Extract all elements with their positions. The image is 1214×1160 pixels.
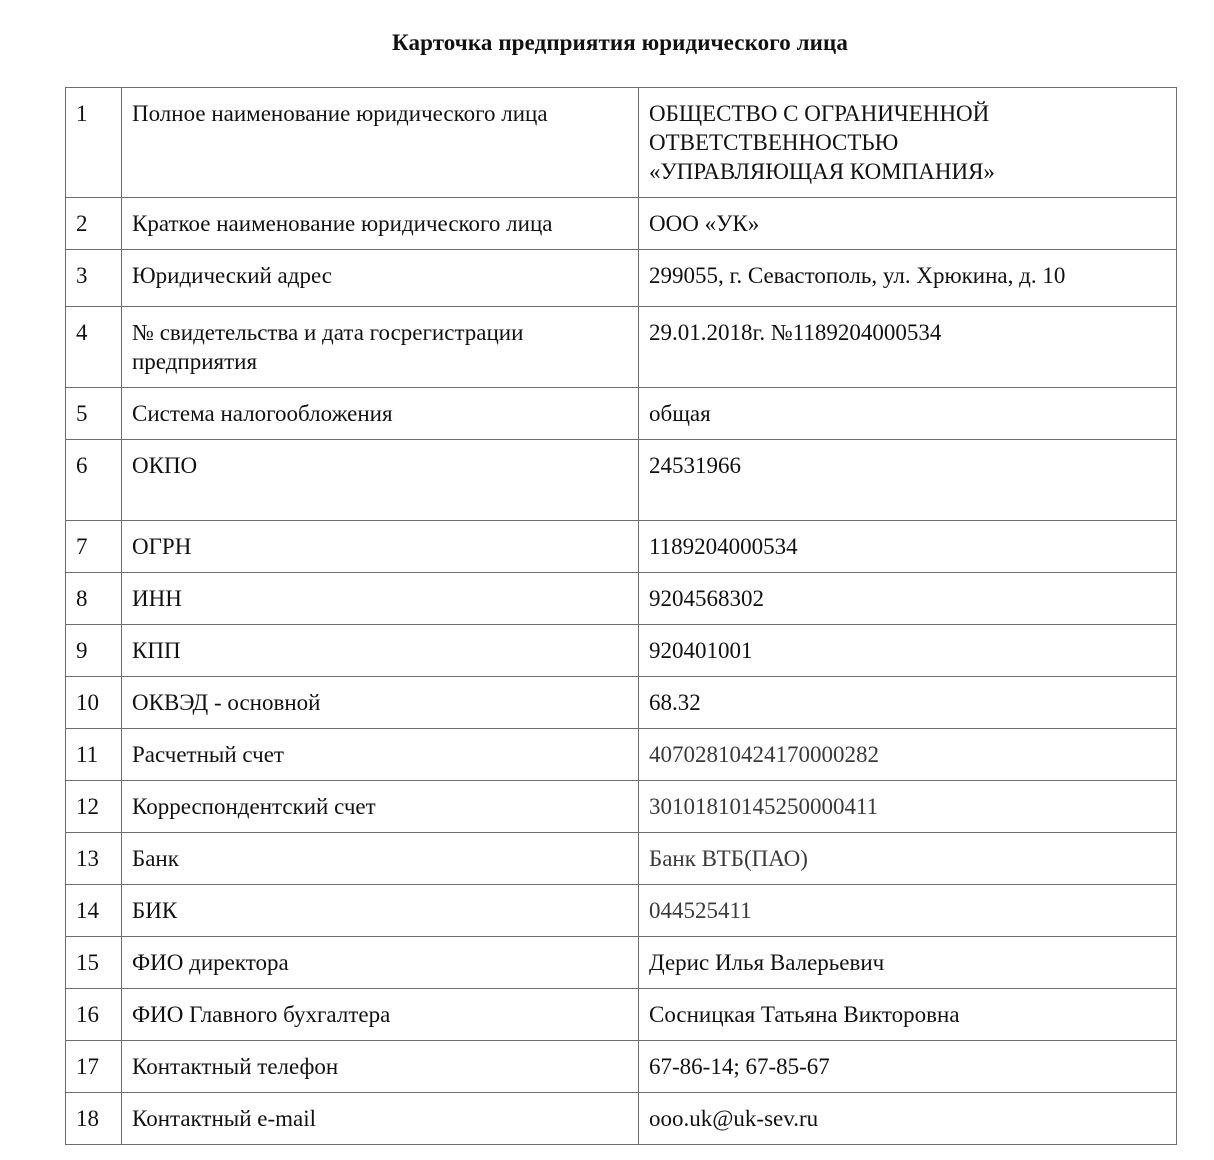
row-number: 2 <box>66 198 122 250</box>
row-number: 7 <box>66 521 122 573</box>
row-label: ОКПО <box>122 440 639 521</box>
row-number: 18 <box>66 1093 122 1145</box>
row-label: № свидетельства и дата госрегистрации предприятия <box>122 307 639 388</box>
row-label: ОГРН <box>122 521 639 573</box>
row-value: 24531966 <box>639 440 1177 521</box>
table-row <box>66 781 1177 833</box>
table-row <box>66 388 1177 440</box>
row-label: ИНН <box>122 573 639 625</box>
table-row <box>66 521 1177 573</box>
row-number: 16 <box>66 989 122 1041</box>
row-value: 30101810145250000411 <box>639 781 1177 833</box>
table-row <box>66 1041 1177 1093</box>
row-number: 8 <box>66 573 122 625</box>
row-number: 14 <box>66 885 122 937</box>
row-value: 1189204000534 <box>639 521 1177 573</box>
table-row <box>66 573 1177 625</box>
row-value: общая <box>639 388 1177 440</box>
row-value: 920401001 <box>639 625 1177 677</box>
row-label: Полное наименование юридического лица <box>122 88 639 198</box>
row-value: 68.32 <box>639 677 1177 729</box>
table-row <box>66 307 1177 388</box>
row-value: Дерис Илья Валерьевич <box>639 937 1177 989</box>
row-value: 299055, г. Севастополь, ул. Хрюкина, д. 10 <box>639 250 1177 307</box>
row-label: Расчетный счет <box>122 729 639 781</box>
value-line: ОБЩЕСТВО С ОГРАНИЧЕННОЙ <box>649 101 990 126</box>
row-value: 40702810424170000282 <box>639 729 1177 781</box>
row-number: 9 <box>66 625 122 677</box>
table-row <box>66 937 1177 989</box>
value-line: «УПРАВЛЯЮЩАЯ КОМПАНИЯ» <box>649 159 995 184</box>
row-label: ФИО Главного бухгалтера <box>122 989 639 1041</box>
table-row <box>66 198 1177 250</box>
row-label: Контактный e-mail <box>122 1093 639 1145</box>
row-value: 67-86-14; 67-85-67 <box>639 1041 1177 1093</box>
row-number: 3 <box>66 250 122 307</box>
row-number: 10 <box>66 677 122 729</box>
row-number: 17 <box>66 1041 122 1093</box>
table-row <box>66 989 1177 1041</box>
row-label: Корреспондентский счет <box>122 781 639 833</box>
row-value: Сосницкая Татьяна Викторовна <box>639 989 1177 1041</box>
row-value: ООО «УК» <box>639 198 1177 250</box>
row-number: 12 <box>66 781 122 833</box>
table-row <box>66 250 1177 307</box>
table-row <box>66 625 1177 677</box>
row-value <box>639 88 1177 198</box>
table-row <box>66 833 1177 885</box>
row-label: Контактный телефон <box>122 1041 639 1093</box>
row-number: 6 <box>66 440 122 521</box>
row-label: Банк <box>122 833 639 885</box>
row-number: 5 <box>66 388 122 440</box>
row-value: 044525411 <box>639 885 1177 937</box>
row-number: 1 <box>66 88 122 198</box>
table-row <box>66 677 1177 729</box>
table-row <box>66 729 1177 781</box>
row-number: 11 <box>66 729 122 781</box>
row-value: ooo.uk@uk-sev.ru <box>639 1093 1177 1145</box>
table-row <box>66 1093 1177 1145</box>
value-line: ОТВЕТСТВЕННОСТЬЮ <box>649 130 899 155</box>
page-title: Карточка предприятия юридического лица <box>392 30 848 55</box>
table-row <box>66 88 1177 198</box>
row-number: 15 <box>66 937 122 989</box>
row-label: ФИО директора <box>122 937 639 989</box>
row-number: 4 <box>66 307 122 388</box>
table-row <box>66 885 1177 937</box>
row-label: БИК <box>122 885 639 937</box>
row-value: 29.01.2018г. №1189204000534 <box>639 307 1177 388</box>
company-card-table <box>65 87 1177 1145</box>
row-number: 13 <box>66 833 122 885</box>
row-label: Краткое наименование юридического лица <box>122 198 639 250</box>
row-label: КПП <box>122 625 639 677</box>
row-label: Система налогообложения <box>122 388 639 440</box>
row-value: Банк ВТБ(ПАО) <box>639 833 1177 885</box>
row-label: Юридический адрес <box>122 250 639 307</box>
row-value: 9204568302 <box>639 573 1177 625</box>
row-label: ОКВЭД - основной <box>122 677 639 729</box>
table-row <box>66 440 1177 521</box>
